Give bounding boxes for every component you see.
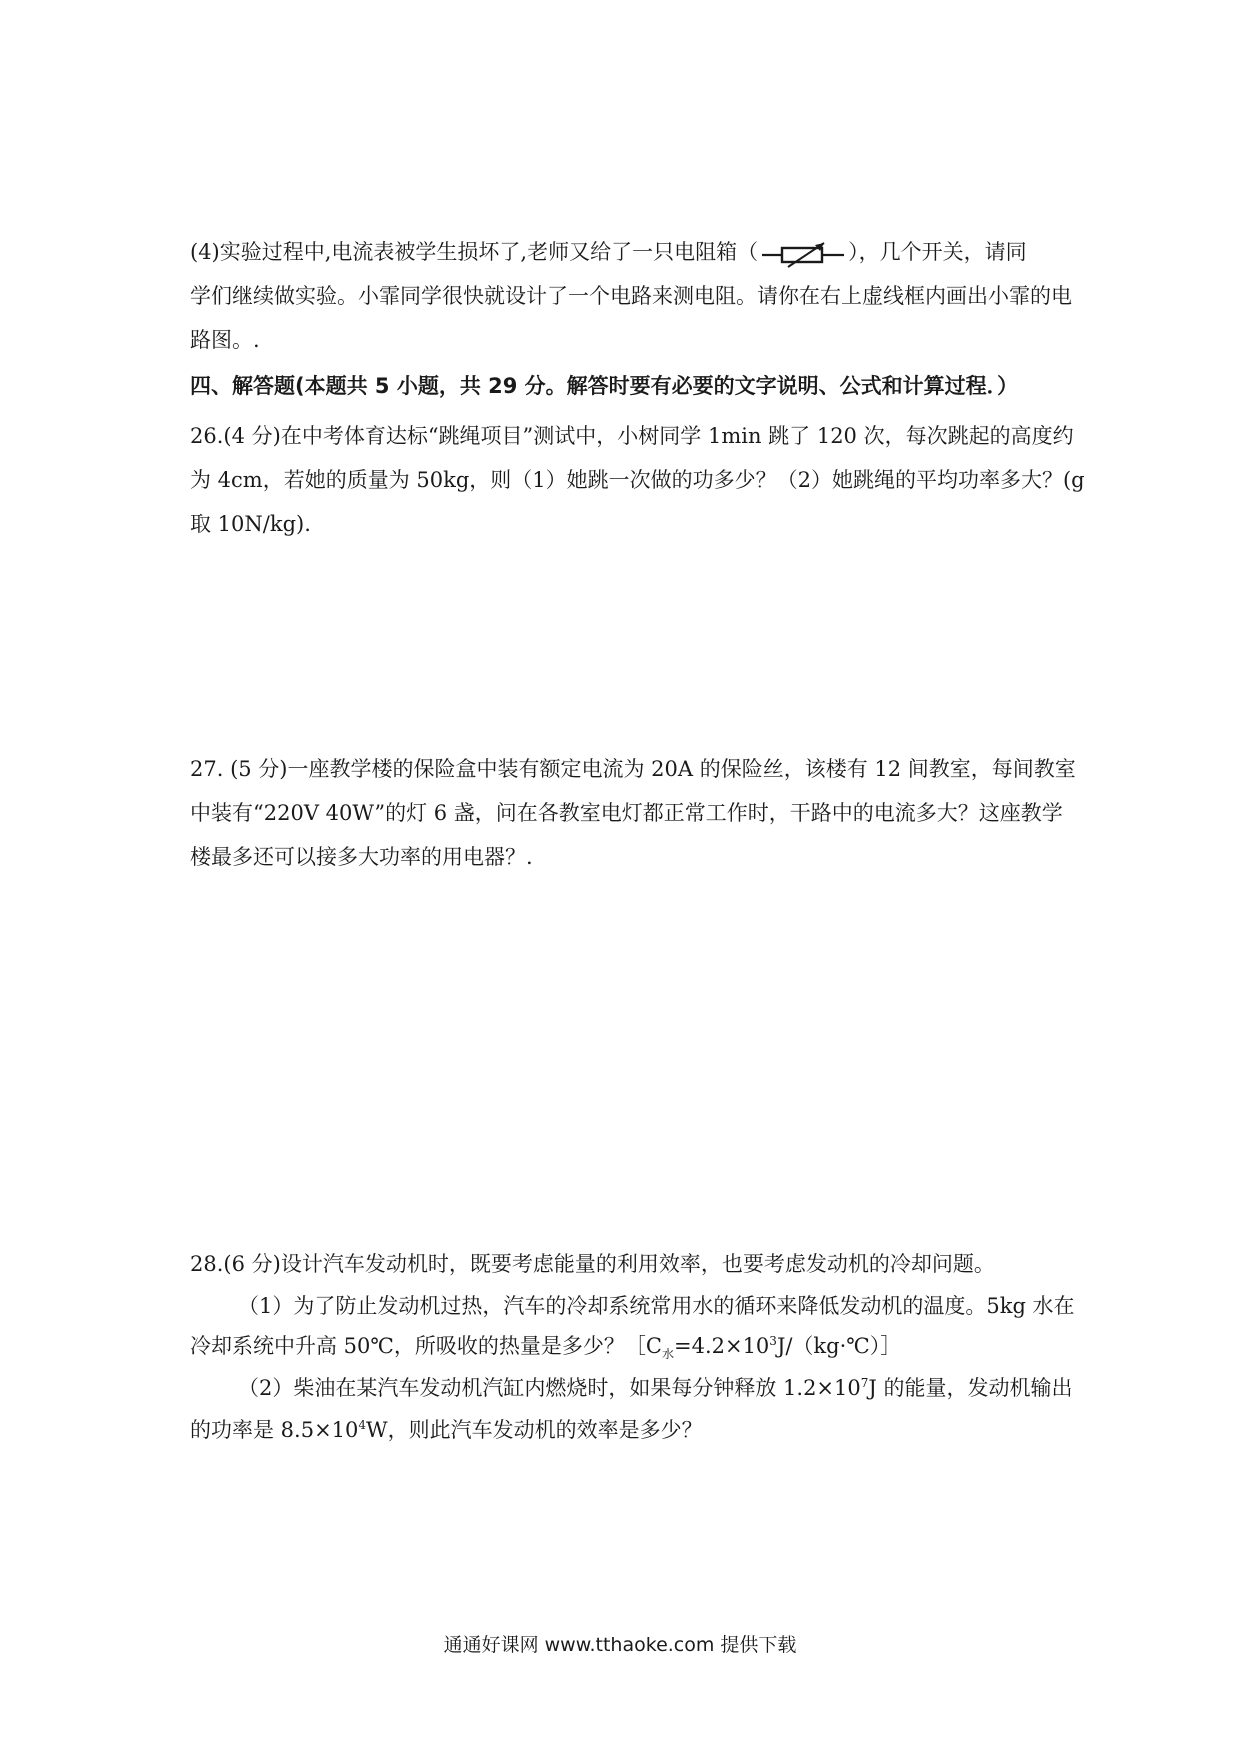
- q25-4-line-3: 路图。.: [190, 328, 260, 352]
- q28-part2-exponent-2: 4: [358, 1418, 367, 1432]
- q27-line-2: 中装有“220V 40W”的灯 6 盏，问在各教室电灯都正常工作时，干路中的电流多大？这座教学: [190, 801, 1063, 825]
- q28-part2-exponent-1: 7: [860, 1376, 869, 1390]
- q25-4-text-before: (4)实验过程中,电流表被学生损坏了,老师又给了一只电阻箱（: [190, 240, 759, 264]
- q28-part1-line-1: （1）为了防止发动机过热，汽车的冷却系统常用水的循环来降低发动机的温度。5kg 水在: [238, 1294, 1075, 1318]
- q28-part1-text-b: =4.2×10: [673, 1334, 770, 1358]
- q28-line-1: 28.(6 分)设计汽车发动机时，既要考虑能量的利用效率，也要考虑发动机的冷却问题。: [190, 1252, 995, 1276]
- q28-part1-text-a: 冷却系统中升高 50℃，所吸收的热量是多少？［C: [190, 1334, 662, 1358]
- q27-line-1: 27. (5 分)一座教学楼的保险盒中装有额定电流为 20A 的保险丝，该楼有 12 间教室，每间教室: [190, 757, 1076, 781]
- q26-line-1: 26.(4 分)在中考体育达标“跳绳项目”测试中，小树同学 1min 跳了 120 次，每次跳起的高度约: [190, 424, 1074, 448]
- page-footer: 通通好课网 www.tthaoke.com 提供下载: [443, 1634, 797, 1656]
- q28-part2-text-d: W，则此汽车发动机的效率是多少？: [366, 1418, 703, 1442]
- q26-line-3: 取 10N/kg).: [190, 512, 311, 536]
- q28-part2-text-b: J 的能量，发动机输出: [868, 1376, 1073, 1400]
- q28-part1-line-2: [190, 1332, 1070, 1360]
- q28-water-subscript: 水: [661, 1347, 674, 1362]
- q28-part2-line-1: [238, 1374, 1073, 1402]
- q28-part1-text-c: J/（kg·℃）］: [776, 1334, 902, 1358]
- q25-4-line-2: 学们继续做实验。小霏同学很快就设计了一个电路来测电阻。请你在右上虚线框内画出小霏的电: [190, 284, 1072, 308]
- q28-part2-line-2: [190, 1416, 1070, 1444]
- q27-line-3: 楼最多还可以接多大功率的用电器？.: [190, 845, 533, 869]
- q26-line-2: 为 4cm，若她的质量为 50kg，则（1）她跳一次做的功多少？（2）她跳绳的平均功率多大？(g: [190, 468, 1085, 492]
- q28-part2-text-c: 的功率是 8.5×10: [190, 1418, 359, 1442]
- q25-4-line-1: [190, 238, 1070, 268]
- q28-part2-text-a: （2）柴油在某汽车发动机汽缸内燃烧时，如果每分钟释放 1.2×10: [238, 1376, 861, 1400]
- q25-4-text-after: ），几个开关，请同: [848, 240, 1027, 264]
- resistance-box-icon: [760, 240, 846, 268]
- section-4-heading: 四、解答题(本题共 5 小题，共 29 分。解答时要有必要的文字说明、公式和计算过程．）: [190, 374, 1019, 398]
- q28-part1-exponent: 3: [769, 1334, 777, 1348]
